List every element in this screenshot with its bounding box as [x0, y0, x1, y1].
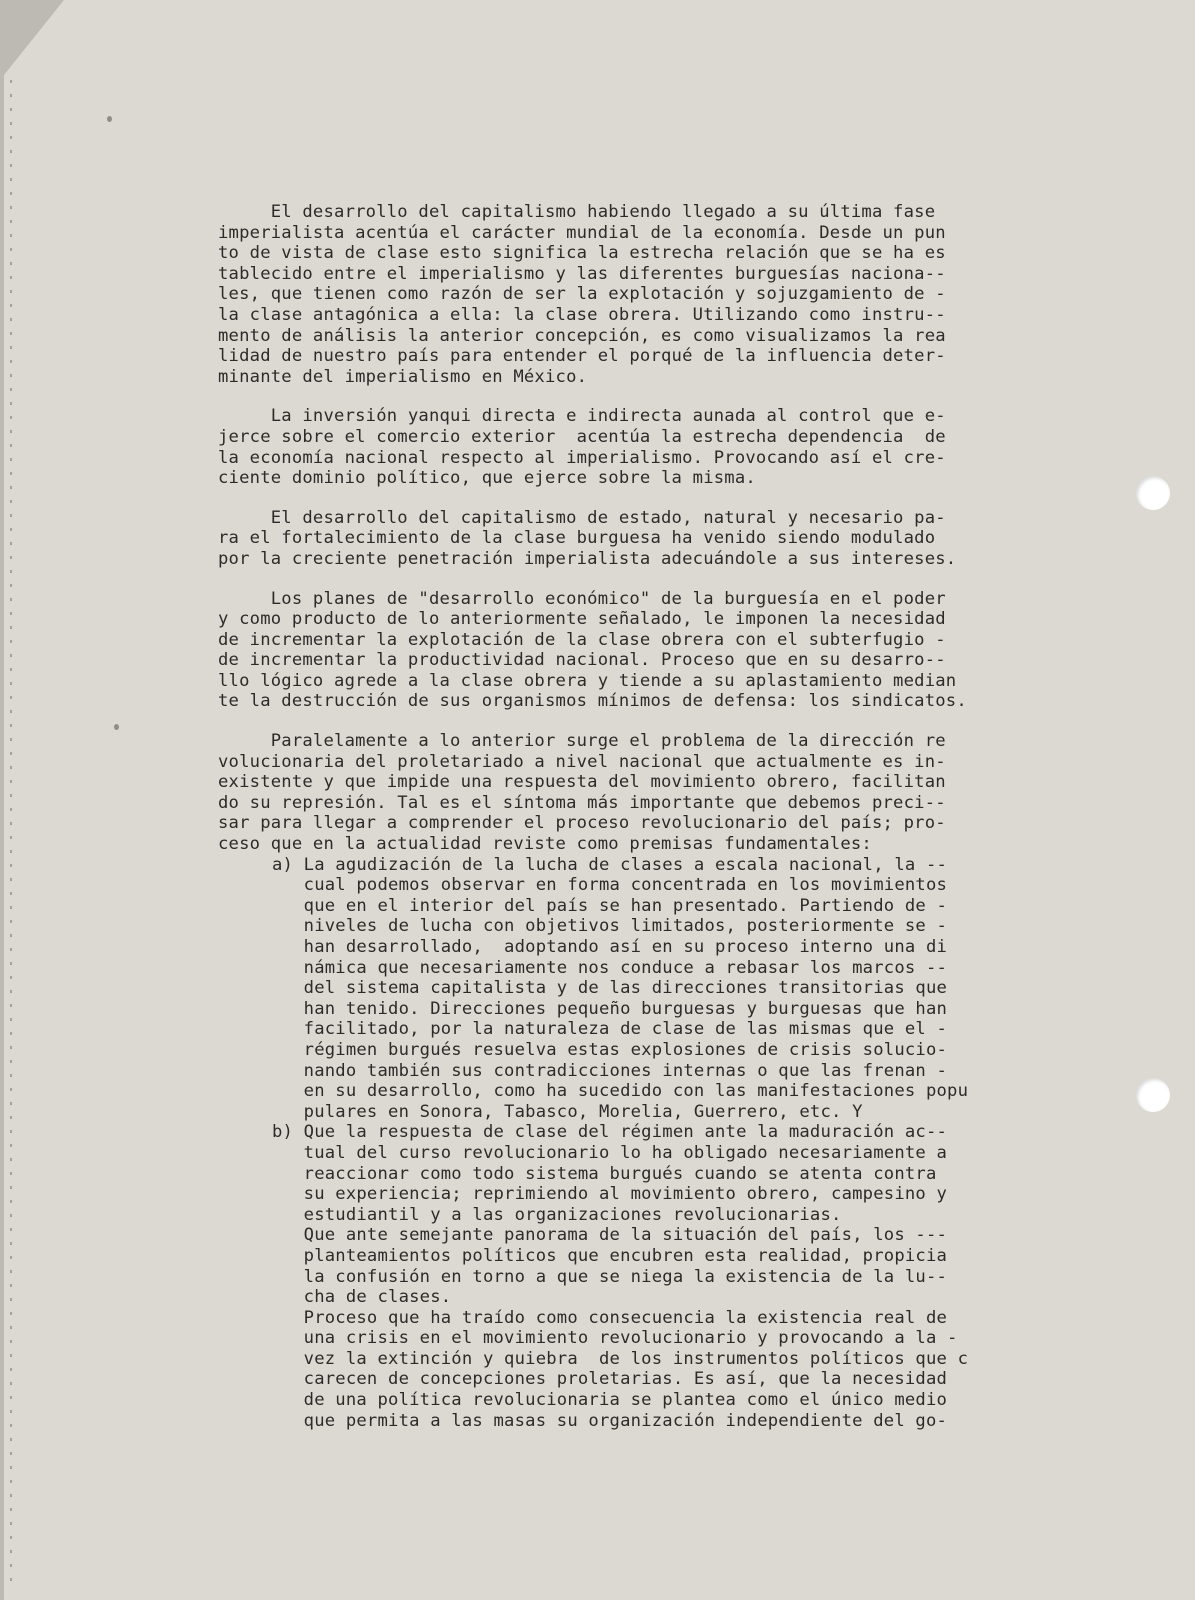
text-line: la confusión en torno a que se niega la existencia de la lu-- — [272, 1266, 948, 1287]
text-line: que permita a las masas su organización independiente del go- — [272, 1410, 948, 1431]
paragraph-2 — [218, 406, 1098, 488]
text-line: en su desarrollo, como ha sucedido con las manifestaciones popu — [272, 1081, 969, 1102]
text-line: tablecido entre el imperialismo y las diferentes burguesías naciona-- — [218, 263, 946, 284]
text-line: El desarrollo del capitalismo habiendo llegado a su última fase — [218, 202, 936, 222]
text-line: jerce sobre el comercio exterior acentúa la estrecha dependencia de — [218, 426, 946, 447]
text-line: su experiencia; reprimiendo al movimiento obrero, campesino y — [272, 1184, 948, 1205]
text-line: pulares en Sonora, Tabasco, Morelia, Guerrero, etc. Y — [272, 1101, 863, 1122]
paragraph-5 — [218, 731, 1098, 855]
binding-edge-marks — [10, 80, 12, 1590]
text-line: minante del imperialismo en México. — [218, 366, 588, 387]
text-line: de incrementar la explotación de la clase obrera con el subterfugio - — [218, 629, 946, 650]
text-line: Proceso que ha traído como consecuencia la existencia real de — [272, 1307, 948, 1328]
text-line: do su represión. Tal es el síntoma más importante que debemos preci-- — [218, 792, 946, 813]
text-line: han desarrollado, adoptando así en su proceso interno una di — [272, 937, 948, 957]
text-line: reaccionar como todo sistema burgués cuando se atenta contra — [272, 1163, 937, 1184]
typed-text-body — [218, 202, 1098, 1431]
text-line: han tenido. Direcciones pequeño burguesas y burguesas que han — [272, 998, 948, 1019]
text-line: llo lógico agrede a la clase obrera y tiende a su aplastamiento median — [218, 670, 957, 691]
text-line: nando también sus contradicciones internas o que las frenan - — [272, 1060, 948, 1081]
text-line: te la destrucción de sus organismos mínimos de defensa: los sindicatos. — [218, 691, 967, 712]
text-line: existente y que impide una respuesta del movimiento obrero, facilitan — [218, 772, 946, 793]
text-line: vez la extinción y quiebra de los instrumentos políticos que c — [272, 1348, 969, 1369]
text-line: una crisis en el movimiento revolucionario y provocando a la - — [272, 1328, 958, 1349]
text-line: ciente dominio político, que ejerce sobre la misma. — [218, 468, 756, 489]
list-item-a — [218, 855, 1098, 1123]
text-line: sar para llegar a comprender el proceso revolucionario del país; pro- — [218, 813, 946, 834]
text-line: námica que necesariamente nos conduce a rebasar los marcos -- — [272, 957, 948, 978]
text-line: les, que tienen como razón de ser la explotación y sojuzgamiento de - — [218, 284, 946, 305]
text-line: cha de clases. — [272, 1287, 452, 1308]
text-line: volucionaria del proletariado a nivel nacional que actualmente es in- — [218, 751, 946, 772]
text-line: imperialista acentúa el carácter mundial de la economía. Desde un pun — [218, 222, 946, 243]
text-line: El desarrollo del capitalismo de estado, natural y necesario pa- — [218, 507, 946, 528]
text-line: cual podemos observar en forma concentrada en los movimientos — [272, 875, 948, 896]
text-line: Los planes de "desarrollo económico" de la burguesía en el poder — [218, 588, 946, 609]
paragraph-1 — [218, 202, 1098, 387]
punch-hole-bottom — [1136, 1078, 1170, 1112]
text-line: a) La agudización de la lucha de clases a escala nacional, la -- — [272, 854, 948, 875]
text-line: de incrementar la productividad nacional. Proceso que en su desarro-- — [218, 650, 946, 671]
text-line: que en el interior del país se han presentado. Partiendo de - — [272, 895, 948, 916]
text-line: del sistema capitalista y de las direcciones transitorias que — [272, 978, 948, 999]
text-line: carecen de concepciones proletarias. Es así, que la necesidad — [272, 1369, 948, 1390]
text-line: la clase antagónica a ella: la clase obrera. Utilizando como instru-- — [218, 304, 946, 325]
text-line: ra el fortalecimiento de la clase burguesa ha venido siendo modulado — [218, 528, 936, 549]
text-line: estudiantil y a las organizaciones revolucionarias. — [272, 1204, 842, 1225]
text-line: La inversión yanqui directa e indirecta aunada al control que e- — [218, 406, 946, 427]
paper-speck — [107, 116, 112, 122]
text-line: ceso que en la actualidad reviste como premisas fundamentales: — [218, 834, 872, 855]
paragraph-4 — [218, 589, 1098, 713]
text-line: lidad de nuestro país para entender el porqué de la influencia deter- — [218, 346, 946, 367]
text-line: por la creciente penetración imperialista adecuándole a sus intereses. — [218, 548, 957, 569]
text-line: planteamientos políticos que encubren esta realidad, propicia — [272, 1245, 948, 1266]
text-line: b) Que la respuesta de clase del régimen ante la maduración ac-- — [272, 1122, 948, 1143]
text-line: la economía nacional respecto al imperialismo. Provocando así el cre- — [218, 447, 946, 468]
text-line: to de vista de clase esto significa la estrecha relación que se ha es — [218, 243, 946, 264]
text-line: régimen burgués resuelva estas explosiones de crisis solucio- — [272, 1039, 948, 1060]
paper-speck — [114, 724, 119, 730]
text-line: facilitado, por la naturaleza de clase de las mismas que el - — [272, 1019, 948, 1040]
text-line: y como producto de lo anteriormente señalado, le imponen la necesidad — [218, 609, 946, 630]
text-line: Paralelamente a lo anterior surge el problema de la dirección re — [218, 731, 946, 752]
text-line: niveles de lucha con objetivos limitados, posteriormente se - — [272, 916, 948, 937]
text-line: de una política revolucionaria se plantea como el único medio — [272, 1390, 948, 1411]
text-line: Que ante semejante panorama de la situación del país, los --- — [272, 1225, 948, 1246]
paragraph-3 — [218, 508, 1098, 570]
text-line: mento de análisis la anterior concepción, es como visualizamos la rea — [218, 325, 946, 346]
punch-hole-top — [1136, 476, 1170, 510]
text-line: tual del curso revolucionario lo ha obligado necesariamente a — [272, 1142, 948, 1163]
list-item-b — [218, 1122, 1098, 1431]
